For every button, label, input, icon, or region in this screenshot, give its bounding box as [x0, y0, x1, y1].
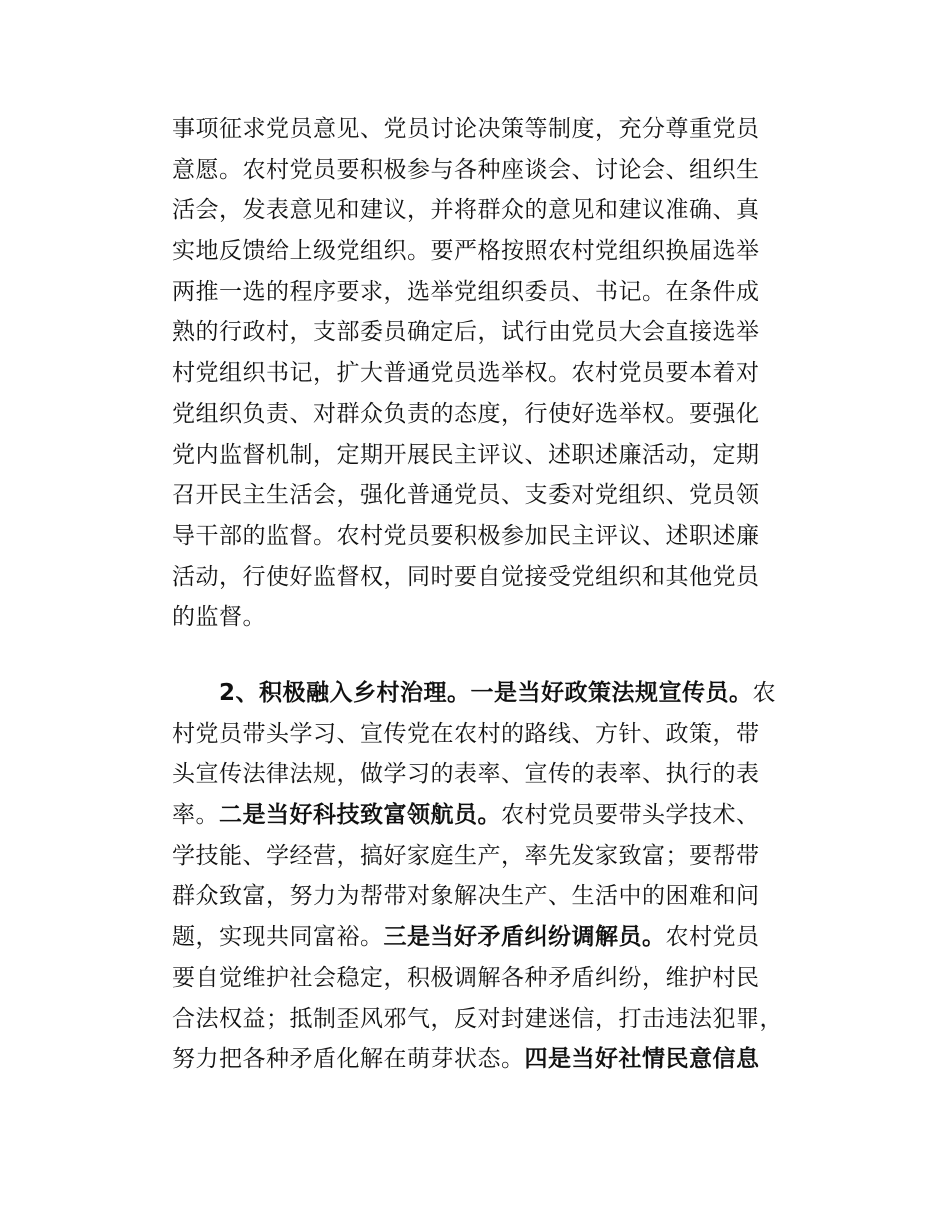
- bold-phrase: 四是当好社情民意信息: [524, 1046, 760, 1073]
- text-line: [172, 917, 812, 958]
- text-segment: 农村党员要带头学技术、: [501, 802, 760, 829]
- text-line: [172, 795, 812, 836]
- text-line: 村党组织书记，扩大普通党员选举权。农村党员要本着对: [172, 360, 760, 387]
- text-segment: 农: [752, 680, 777, 706]
- text-line: 熟的行政村，支部委员确定后，试行由党员大会直接选举: [172, 319, 760, 346]
- text-segment: 率。: [172, 802, 219, 829]
- text-line: 活会，发表意见和建议，并将群众的意见和建议准确、真: [172, 197, 760, 224]
- text-line: 合法权益；抵制歪风邪气，反对封建迷信，打击违法犯罪，: [172, 1005, 783, 1032]
- text-line: 头宣传法律法规，做学习的表率、宣传的表率、执行的表: [172, 761, 760, 788]
- text-line: 党组织负责、对群众负责的态度，行使好选举权。要强化: [172, 400, 760, 427]
- bold-phrase: 二是当好科技致富领航员。: [219, 802, 501, 829]
- text-segment: 农村党员: [665, 924, 760, 951]
- text-line: 召开民主生活会，强化普通党员、支委对党组织、党员领: [172, 482, 760, 509]
- text-line: 群众致富，努力为帮带对象解决生产、生活中的困难和问: [172, 883, 760, 910]
- bold-phrase: 三是当好矛盾纠纷调解员。: [383, 924, 666, 951]
- section-heading: 2、积极融入乡村治理。一是当好政策法规宣传员。: [172, 680, 753, 706]
- text-line: 的监督。: [172, 604, 266, 631]
- text-line: 学技能、学经营，搞好家庭生产，率先发家致富；要帮带: [172, 842, 760, 869]
- text-line: 意愿。农村党员要积极参与各种座谈会、讨论会、组织生: [172, 156, 760, 183]
- text-line: [172, 1039, 812, 1080]
- text-line: 导干部的监督。农村党员要积极参加民主评议、述职述廉: [172, 522, 760, 549]
- paragraph-rural-governance: [172, 673, 812, 1080]
- paragraph-party-member-rights: [172, 109, 812, 638]
- text-segment: 努力把各种矛盾化解在萌芽状态。: [172, 1046, 525, 1073]
- text-line: 实地反馈给上级党组织。要严格按照农村党组织换届选举: [172, 238, 760, 265]
- text-line: 村党员带头学习、宣传党在农村的路线、方针、政策，带: [172, 720, 760, 747]
- text-line: 两推一选的程序要求，选举党组织委员、书记。在条件成: [172, 278, 760, 305]
- text-line: [172, 673, 812, 714]
- text-line: 活动，行使好监督权，同时要自觉接受党组织和其他党员: [172, 563, 760, 590]
- text-line: 事项征求党员意见、党员讨论决策等制度，充分尊重党员: [172, 116, 760, 142]
- text-line: 要自觉维护社会稳定，积极调解各种矛盾纠纷，维护村民: [172, 964, 760, 991]
- text-line: 党内监督机制，定期开展民主评议、述职述廉活动，定期: [172, 441, 760, 468]
- text-segment: 题，实现共同富裕。: [172, 924, 384, 951]
